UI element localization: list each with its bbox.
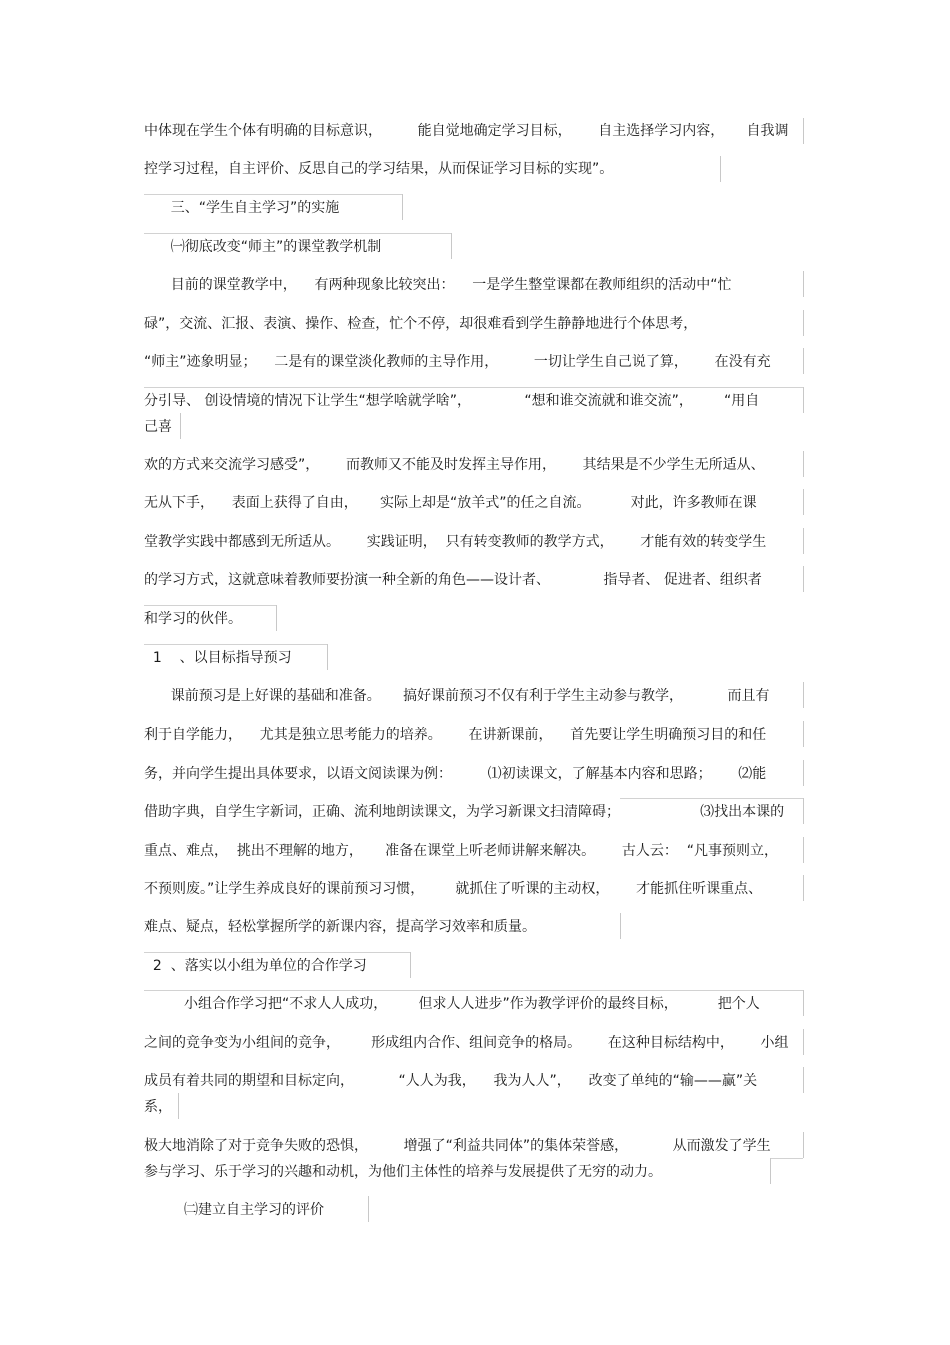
box-border	[803, 760, 804, 786]
box-border	[803, 348, 804, 374]
subsection-heading: 2 、落实以小组为单位的合作学习	[144, 958, 367, 974]
box-border	[803, 118, 804, 144]
box-border	[803, 1067, 804, 1093]
text-line: 目前的课堂教学中， 有两种现象比较突出： 一是学生整堂课都在教师组织的活动中“忙	[144, 277, 732, 293]
box-border	[144, 990, 803, 991]
box-border	[803, 1132, 804, 1158]
box-border	[803, 489, 804, 515]
box-border	[803, 837, 804, 863]
box-border	[720, 156, 721, 182]
box-border	[803, 271, 804, 297]
box-border	[803, 566, 804, 592]
box-border	[803, 1029, 804, 1055]
subsection-heading: ㈡建立自主学习的评价	[144, 1202, 325, 1218]
text-line: 借助字典，自学生字新词，正确、流利地朗读课文，为学习新课文扫清障碍； ⑶找出本课的	[144, 804, 785, 820]
text-line: 己喜	[144, 419, 172, 435]
box-border	[276, 605, 277, 631]
box-border	[327, 644, 328, 670]
text-line: 中体现在学生个体有明确的目标意识， 能自觉地确定学习目标， 自主选择学习内容， 自我调	[144, 123, 789, 139]
text-line: “师主”迹象明显； 二是有的课堂淡化教师的主导作用， 一切让学生自己说了算， 在没有充	[144, 354, 771, 370]
box-border	[770, 1158, 803, 1159]
section-heading: 三、“学生自主学习”的实施	[144, 200, 340, 216]
box-border	[144, 644, 327, 645]
text-line: 极大地消除了对于竞争失败的恐惧， 增强了“利益共同体”的集体荣誉感， 从而激发了学生	[144, 1138, 771, 1154]
box-border	[803, 387, 804, 413]
box-border	[178, 1093, 179, 1119]
text-line: 和学习的伙伴。	[144, 611, 242, 627]
text-line: 不预则废。”让学生养成良好的课前预习习惯， 就抓住了听课的主动权， 才能抓住听课重点、	[144, 881, 763, 897]
box-border	[144, 387, 803, 388]
text-line: 欢的方式来交流学习感受”， 而教师又不能及时发挥主导作用， 其结果是不少学生无所适从、	[144, 457, 765, 473]
text-line: 利于自学能力， 尤其是独立思考能力的培养。 在讲新课前， 首先要让学生明确预习目的和任	[144, 727, 767, 743]
box-border	[144, 952, 410, 953]
text-line: 参与学习、乐于学习的兴趣和动机，为他们主体性的培养与发展提供了无穷的动力。	[144, 1164, 662, 1180]
box-border	[144, 194, 402, 195]
text-line: 之间的竞争变为小组间的竞争， 形成组内合作、组间竞争的格局。 在这种目标结构中， 小组	[144, 1035, 789, 1051]
box-border	[451, 233, 452, 259]
subsection-heading: ㈠彻底改变“师主”的课堂教学机制	[144, 239, 382, 255]
box-border	[803, 451, 804, 477]
text-line: 控学习过程，自主评价、反思自己的学习结果，从而保证学习目标的实现”。	[144, 161, 614, 177]
subsection-heading: 1 、以目标指导预习	[144, 650, 292, 666]
text-line: 堂教学实践中都感到无所适从。 实践证明， 只有转变教师的教学方式， 才能有效的转变学生	[144, 534, 767, 550]
box-border	[410, 952, 411, 978]
text-line: 成员有着共同的期望和目标定向， “人人为我， 我为人人”， 改变了单纯的“输——赢”关	[144, 1073, 758, 1089]
box-border	[144, 605, 276, 606]
text-line: 分引导、 创设情境的情况下让学生“想学啥就学啥”， “想和谁交流就和谁交流”， “用自	[144, 393, 760, 409]
box-border	[144, 233, 451, 234]
text-line: 系，	[144, 1099, 172, 1115]
box-border	[620, 798, 803, 799]
box-border	[803, 721, 804, 747]
text-line: 课前预习是上好课的基础和准备。 搞好课前预习不仅有利于学生主动参与教学， 而且有	[144, 688, 770, 704]
box-border	[620, 913, 621, 939]
box-border	[803, 990, 804, 1016]
text-line: 重点、难点， 挑出不理解的地方， 准备在课堂上听老师讲解来解决。 古人云： “凡事预则立，	[144, 843, 779, 859]
box-border	[770, 1158, 771, 1184]
text-line: 无从下手， 表面上获得了自由， 实际上却是“放羊式”的任之自流。 对此，许多教师在课	[144, 495, 757, 511]
text-line: 碌”，交流、汇报、表演、操作、检查，忙个不停，却很难看到学生静静地进行个体思考，	[144, 316, 698, 332]
box-border	[803, 798, 804, 824]
box-border	[803, 682, 804, 708]
text-line: 务，并向学生提出具体要求，以语文阅读课为例： ⑴初读课文，了解基本内容和思路； ⑵能	[144, 766, 767, 782]
box-border	[180, 413, 181, 439]
box-border	[803, 310, 804, 336]
box-border	[803, 875, 804, 901]
box-border	[402, 194, 403, 220]
text-line: 小组合作学习把“不求人人成功， 但求人人进步”作为教学评价的最终目标， 把个人	[144, 996, 760, 1012]
box-border	[368, 1196, 369, 1222]
text-line: 难点、疑点，轻松掌握所学的新课内容，提高学习效率和质量。	[144, 919, 536, 935]
text-line: 的学习方式，这就意味着教师要扮演一种全新的角色——设计者、 指导者、 促进者、组织者	[144, 572, 762, 588]
box-border	[803, 528, 804, 554]
